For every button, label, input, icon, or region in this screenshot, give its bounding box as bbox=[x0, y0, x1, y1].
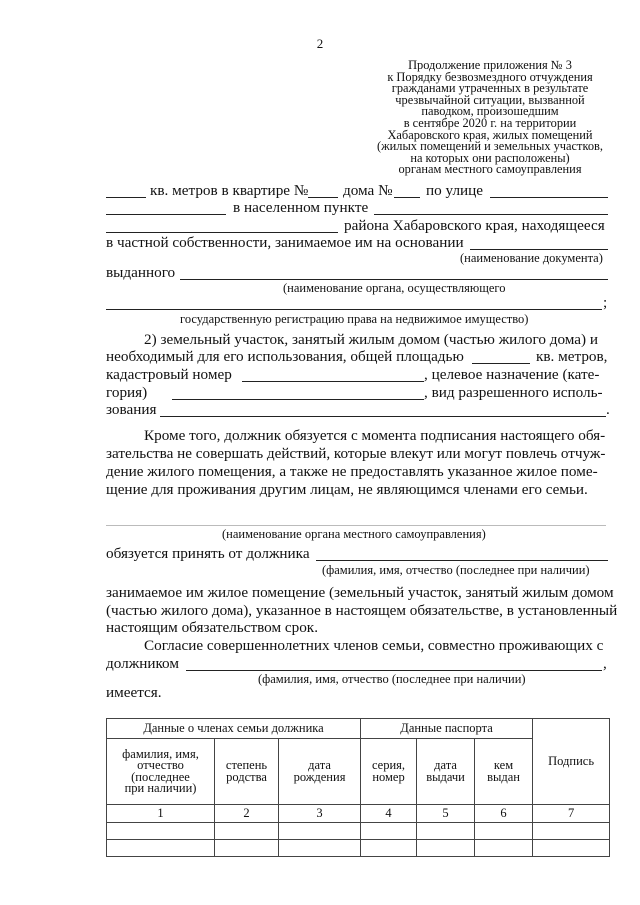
table-cell[interactable] bbox=[107, 840, 215, 857]
caption-registration: государственную регистрацию права на недвижимое имущество) bbox=[180, 312, 529, 326]
blank-field-locality-b[interactable] bbox=[374, 214, 608, 215]
header-line: кем bbox=[493, 758, 514, 772]
header-line: гражданами утраченных в результате bbox=[391, 81, 589, 96]
blank-field-locality-a[interactable] bbox=[106, 214, 226, 215]
text-consent-line2a: должником bbox=[106, 655, 179, 672]
table-cell[interactable] bbox=[533, 840, 610, 857]
header-line: в сентябре 2020 г. на территории bbox=[403, 115, 577, 130]
blank-field-apartment[interactable] bbox=[308, 197, 338, 198]
header-passport-data: Данные паспорта bbox=[361, 719, 533, 739]
header-birth-date bbox=[279, 739, 361, 805]
column-number: 3 bbox=[279, 805, 361, 823]
header-line: паводком, произошедшим bbox=[421, 104, 559, 119]
text-po-ulice: по улице bbox=[426, 182, 484, 199]
header-line: рождения bbox=[293, 769, 346, 784]
text-property-line1: занимаемое им жилое помещение (земельный участок, занятый жилым домом bbox=[106, 584, 614, 601]
appendix-header bbox=[372, 60, 608, 176]
header-series-number bbox=[361, 739, 417, 805]
caption-organ: (наименование органа, осуществляющего bbox=[283, 281, 506, 295]
table-cell[interactable] bbox=[475, 823, 533, 840]
header-line: выдачи bbox=[426, 769, 465, 784]
table-cell[interactable] bbox=[215, 840, 279, 857]
blank-field-area[interactable] bbox=[106, 197, 146, 198]
page-number: 2 bbox=[316, 36, 324, 51]
text-land-line2b: кв. метров, bbox=[536, 348, 608, 365]
header-line: (последнее bbox=[131, 769, 190, 784]
table-cell[interactable] bbox=[361, 823, 417, 840]
text-nas-punkt: в населенном пункте bbox=[233, 199, 369, 216]
blank-field-permitted-use[interactable] bbox=[160, 416, 606, 417]
table-cell[interactable] bbox=[417, 840, 475, 857]
blank-field-registrar[interactable] bbox=[106, 309, 602, 310]
text-land-line3b: , целевое назначение (кате- bbox=[424, 366, 600, 383]
header-family-data: Данные о членах семьи должника bbox=[107, 719, 361, 739]
header-line: к Порядку безвозмездного отчуждения bbox=[387, 69, 593, 84]
text-consent-line1: Согласие совершеннолетних членов семьи, совместно проживающих с bbox=[144, 637, 604, 654]
text-imeetsya: имеется. bbox=[106, 684, 162, 701]
family-members-table bbox=[106, 718, 610, 857]
header-line: чрезвычайной ситуации, вызванной bbox=[395, 92, 585, 107]
text-land-line1: 2) земельный участок, занятый жилым домом (частью жилого дома) и bbox=[144, 331, 598, 348]
header-issue-date bbox=[417, 739, 475, 805]
table-number-row bbox=[107, 805, 610, 823]
header-line: номер bbox=[372, 769, 405, 784]
text-obligation-line4: щение для проживания другим лицам, не являющимся членами его семьи. bbox=[106, 481, 588, 498]
header-line: степень bbox=[225, 758, 268, 772]
text-property-line3: настоящим обязательством срок. bbox=[106, 619, 318, 636]
header-line: выдан bbox=[487, 769, 520, 784]
caption-family-fio: (фамилия, имя, отчество (последнее при наличии) bbox=[258, 672, 526, 686]
table-cell[interactable] bbox=[417, 823, 475, 840]
blank-field-local-authority[interactable] bbox=[106, 525, 606, 526]
column-number: 4 bbox=[361, 805, 417, 823]
header-line: (жилых помещений и земельных участков, bbox=[376, 139, 603, 154]
table-cell[interactable] bbox=[107, 823, 215, 840]
header-line: Продолжение приложения № 3 bbox=[408, 58, 572, 72]
header-line: при наличии) bbox=[124, 781, 197, 795]
blank-field-area-total[interactable] bbox=[472, 363, 530, 364]
table-cell[interactable] bbox=[215, 823, 279, 840]
caption-document: (наименование документа) bbox=[460, 251, 603, 265]
text-doma: дома № bbox=[343, 182, 393, 199]
header-line: Хабаровского края, жилых помещений bbox=[387, 127, 593, 142]
header-relation bbox=[215, 739, 279, 805]
text-property-line2: (частью жилого дома), указанное в настоящем обязательстве, в установленный bbox=[106, 602, 618, 619]
text-semicolon: ; bbox=[603, 294, 608, 311]
text-land-line2a: необходимый для его использования, общей площадью bbox=[106, 348, 464, 365]
column-number: 1 bbox=[107, 805, 215, 823]
header-line: дата bbox=[308, 758, 331, 772]
text-land-line5b: . bbox=[606, 401, 610, 418]
header-fio bbox=[107, 739, 215, 805]
caption-local-authority: (наименование органа местного самоуправления) bbox=[222, 527, 486, 541]
blank-field-debtor-name[interactable] bbox=[316, 560, 608, 561]
blank-field-issued-by[interactable] bbox=[180, 279, 608, 280]
text-kv-metrov: кв. метров в квартире № bbox=[150, 182, 309, 199]
table-cell[interactable] bbox=[475, 840, 533, 857]
text-land-line5a: зования bbox=[106, 401, 157, 418]
text-vydannogo: выданного bbox=[106, 264, 176, 281]
header-line: органам местного самоуправления bbox=[398, 162, 582, 177]
text-obyazuetsya: обязуется принять от должника bbox=[106, 545, 310, 562]
text-cadastral: кадастровый номер bbox=[106, 366, 232, 383]
table-cell[interactable] bbox=[361, 840, 417, 857]
column-number: 6 bbox=[475, 805, 533, 823]
text-raiona: района Хабаровского края, находящееся bbox=[344, 217, 605, 234]
blank-field-street[interactable] bbox=[490, 197, 608, 198]
header-line: серия, bbox=[371, 758, 406, 772]
column-number: 5 bbox=[417, 805, 475, 823]
table-cell[interactable] bbox=[279, 823, 361, 840]
text-consent-line2b: , bbox=[603, 655, 607, 672]
header-line: отчество bbox=[137, 758, 184, 772]
column-number: 2 bbox=[215, 805, 279, 823]
text-obligation-line3: дение жилого помещения, а также не предоставлять указанное жилое поме- bbox=[106, 463, 598, 480]
text-chastnoy: в частной собственности, занимаемое им на основании bbox=[106, 234, 464, 251]
table-cell[interactable] bbox=[533, 823, 610, 840]
blank-field-document[interactable] bbox=[470, 249, 608, 250]
caption-debtor-fio: (фамилия, имя, отчество (последнее при наличии) bbox=[322, 563, 590, 577]
header-line: на которых они расположены) bbox=[410, 150, 570, 165]
header-line: дата bbox=[434, 758, 457, 772]
header-line: родства bbox=[226, 769, 267, 784]
table-cell[interactable] bbox=[279, 840, 361, 857]
blank-field-house[interactable] bbox=[394, 197, 420, 198]
table-row bbox=[107, 840, 610, 857]
text-land-line4a: гория) bbox=[106, 384, 148, 401]
table-header-row bbox=[107, 719, 610, 739]
blank-field-district[interactable] bbox=[106, 232, 338, 233]
blank-field-family-name[interactable] bbox=[186, 670, 602, 671]
table-row bbox=[107, 823, 610, 840]
header-issued-by bbox=[475, 739, 533, 805]
blank-field-category[interactable] bbox=[172, 399, 424, 400]
column-number: 7 bbox=[533, 805, 610, 823]
header-line: фамилия, имя, bbox=[122, 746, 199, 761]
text-obligation-line2: зательства не совершать действий, которые влекут или могут повлечь отчуж- bbox=[106, 445, 606, 462]
text-obligation-line1: Кроме того, должник обязуется с момента подписания настоящего обя- bbox=[144, 427, 606, 444]
header-signature: Подпись bbox=[533, 719, 610, 805]
blank-field-cadastral[interactable] bbox=[242, 381, 424, 382]
text-land-line4b: , вид разрешенного исполь- bbox=[424, 384, 603, 401]
